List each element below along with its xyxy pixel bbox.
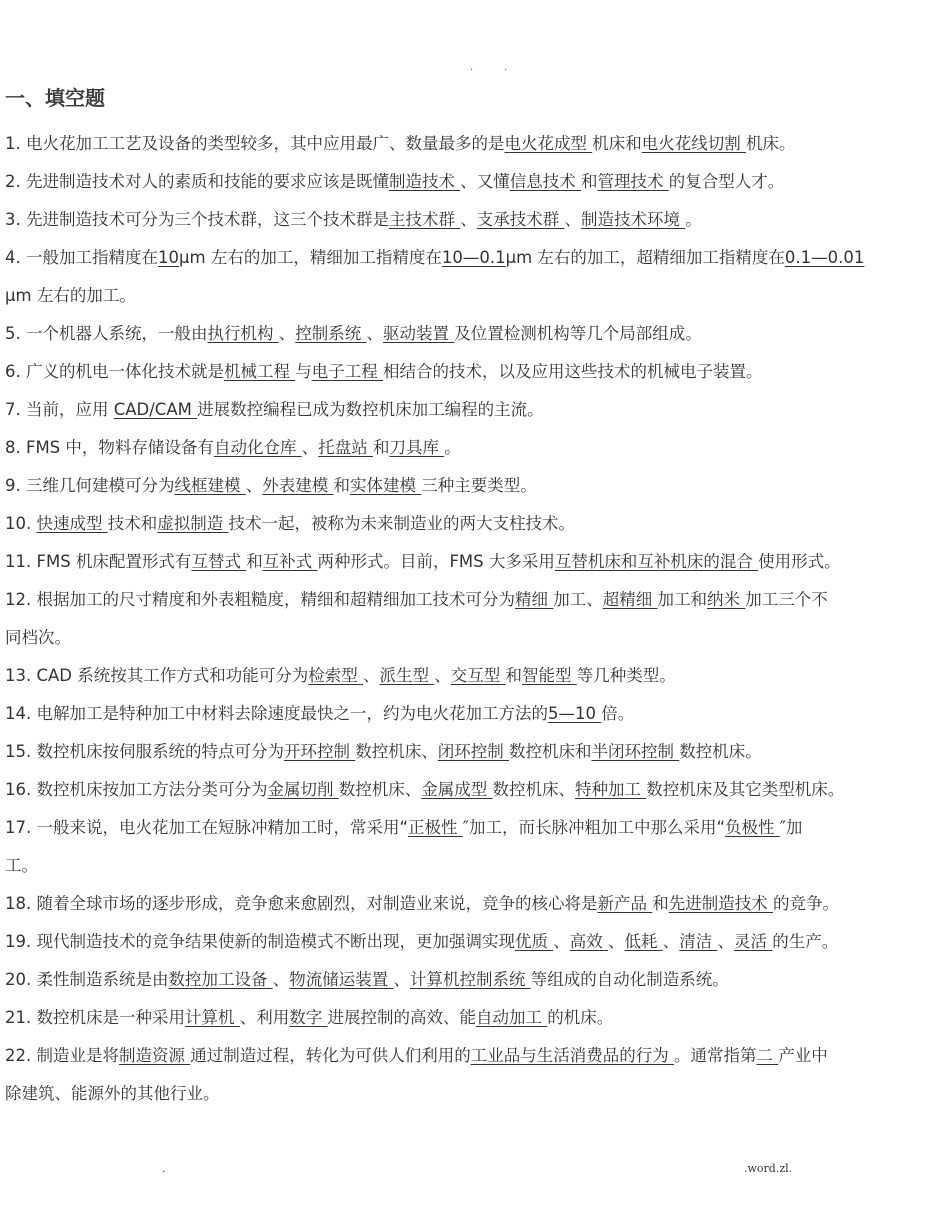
answer-blank: 派生型 [379,666,435,685]
question-line [5,771,947,809]
answer-blank: CAD/CAM [113,400,198,419]
question-text: 。 [685,210,702,229]
question-text: ″加 [779,818,803,837]
question-item [5,961,947,999]
answer-blank: 数控加工设备 [168,970,273,989]
question-text: 12. 根据加工的尺寸精度和外表粗糙度，精细和超精细加工技术可分为 [5,590,515,609]
question-text: 、 [717,932,734,951]
answer-blank: 纳米 [707,590,746,609]
footer-left: . [162,1162,166,1175]
question-item [5,505,947,543]
question-item [5,163,947,201]
question-text: 除建筑、能源外的其他行业。 [5,1084,220,1103]
answer-blank: 闭环控制 [437,742,509,761]
question-text: 通过制造过程，转化为可供人们利用的 [190,1046,471,1065]
question-text: 产业中 [778,1046,828,1065]
question-text: 和 [581,172,598,191]
question-item [5,353,947,391]
question-text: 4. 一般加工指精度在 [5,248,158,267]
answer-blank: 金属切削 [267,780,339,799]
question-line [5,125,947,163]
answer-blank: 物流储运装置 [289,970,394,989]
answer-blank: 交互型 [450,666,506,685]
question-text: 、 [434,666,451,685]
question-text: μm 左右的加工。 [5,286,136,305]
question-text: 、 [278,324,296,343]
answer-blank: 优质 [515,932,554,951]
question-item [5,581,947,657]
question-text: 18. 随着全球市场的逐步形成，竞争愈来愈剧烈，对制造业来说，竞争的核心将是 [5,894,598,913]
answer-blank: 刀具库 [389,438,445,457]
answer-blank: 精细 [515,590,554,609]
header-dots [470,62,538,73]
answer-blank: 执行机构 [207,324,279,343]
question-text: 、 [363,666,380,685]
answer-blank: 制造技术环境 [581,210,686,229]
question-text: ″加工，而长脉冲粗加工中那么采用“ [462,818,726,837]
answer-blank: 自动化仓库 [213,438,302,457]
question-text: 技术和 [107,514,158,533]
question-text: 的机床。 [547,1008,614,1027]
question-item [5,315,947,353]
question-text: 6. 广义的机电一体化技术就是 [5,362,224,381]
question-text: 、利用 [239,1008,290,1027]
answer-blank: 智能型 [522,666,577,685]
answer-blank: 检索型 [308,666,363,685]
question-text: 、 [366,324,383,343]
answer-blank: 计算机控制系统 [410,970,531,989]
question-text: 同档次。 [5,628,71,647]
answer-blank: 支承技术群 [476,210,565,229]
question-line [5,429,947,467]
question-list [5,125,947,1113]
question-line [5,733,947,771]
answer-blank: 制造资源 [119,1046,191,1065]
answer-blank: 工业品与生活消费品的行为 [470,1046,674,1065]
answer-blank: 计算机 [185,1008,240,1027]
question-text: 数控机床和 [509,742,592,761]
question-item [5,543,947,581]
answer-blank: 线框建模 [174,476,246,495]
question-text: 、 [662,932,680,951]
answer-blank: 快速成型 [36,514,108,533]
question-item [5,239,947,315]
question-item [5,733,947,771]
question-text: 与 [295,362,312,381]
question-item [5,125,947,163]
question-text: 工。 [5,856,38,875]
answer-blank: 电火花线切割 [641,134,746,153]
question-text: 相结合的技术，以及应用这些技术的机械电子装置。 [383,362,763,381]
answer-blank: 金属成型 [421,780,493,799]
question-text: 和 [505,666,522,685]
question-text: 两种形式。目前，FMS 大多采用 [317,552,555,571]
answer-blank: 机械工程 [224,362,296,381]
answer-blank: 5—10 [548,704,602,723]
question-text: 5. 一个机器人系统，一般由 [5,324,208,343]
question-item [5,999,947,1037]
question-text: 三种主要类型。 [421,476,537,495]
question-text: μm 左右的加工，超精细加工指精度在 [505,248,785,267]
answer-blank: 制造技术 [389,172,461,191]
question-line [5,581,947,619]
question-text: 及位置检测机构等几个局部组成。 [454,324,702,343]
question-text: 22. 制造业是将 [5,1046,119,1065]
question-text: 数控机床、 [338,780,422,799]
question-line [5,201,947,239]
answer-blank: 高效 [569,932,608,951]
question-item [5,885,947,923]
question-line [5,239,947,277]
question-item [5,391,947,429]
answer-blank: 清洁 [679,932,718,951]
question-text: 1. 电火花加工工艺及设备的类型较多，其中应用最广、数量最多的是 [5,134,505,153]
answer-blank: 10—0.1 [441,248,506,267]
answer-blank: 开环控制 [284,742,356,761]
question-text: 的复合型人才。 [668,172,785,191]
question-text: 9. 三维几何建模可分为 [5,476,175,495]
question-text: 和 [333,476,350,495]
answer-blank: 灵活 [734,932,773,951]
question-line [5,505,947,543]
question-line [5,1075,947,1113]
answer-blank: 负极性 [725,818,780,837]
question-text: 14. 电解加工是特种加工中材料去除速度最快之一，约为电火花加工方法的 [5,704,548,723]
question-line [5,315,947,353]
question-item [5,1037,947,1113]
answer-blank: 低耗 [624,932,663,951]
question-text: 和 [372,438,390,457]
question-text: 数控机床。 [679,742,762,761]
question-text: 进展控制的高效、能 [327,1008,476,1027]
question-item [5,657,947,695]
question-text: 机床。 [746,134,796,153]
answer-blank: 主技术群 [389,210,461,229]
answer-blank: 互替式 [191,552,247,571]
answer-blank: 半闭环控制 [591,742,680,761]
answer-blank: 正极性 [408,818,463,837]
header-dot: . [470,62,474,73]
question-text: 10. [5,514,37,533]
answer-blank: 自动加工 [476,1008,548,1027]
question-item [5,429,947,467]
footer-right: .word.zl. [744,1162,793,1175]
question-line [5,391,947,429]
question-text: 、 [272,970,290,989]
question-line [5,467,947,505]
question-text: 、 [564,210,581,229]
question-text: 15. 数控机床按伺服系统的特点可分为 [5,742,284,761]
question-text: 19. 现代制造技术的竞争结果使新的制造模式不断出现，更加强调实现 [5,932,515,951]
question-text: 数控机床、 [492,780,575,799]
question-line [5,543,947,581]
question-text: 21. 数控机床是一种采用 [5,1008,185,1027]
question-text: 倍。 [601,704,635,723]
question-text: 、 [553,932,570,951]
question-line [5,961,947,999]
answer-blank: 外表建模 [262,476,334,495]
answer-blank: 0.1—0.01 [784,248,865,267]
question-item [5,923,947,961]
question-item [5,809,947,885]
answer-blank: 管理技术 [597,172,669,191]
question-text: 加工、 [553,590,603,609]
answer-blank: 互替机床和互补机床的混合 [554,552,759,571]
question-text: 使用形式。 [758,552,841,571]
section-title: 一、填空题 [5,86,105,110]
question-line [5,885,947,923]
question-text: 和 [246,552,263,571]
question-item [5,695,947,733]
question-item [5,467,947,505]
question-line [5,1037,947,1075]
question-text: 3. 先进制造技术可分为三个技术群，这三个技术群是 [5,210,389,229]
question-text: 、 [301,438,319,457]
question-text: 的竞争。 [773,894,839,913]
question-text: 的生产。 [772,932,839,951]
question-text: 数控机床及其它类型机床。 [646,780,845,799]
question-text: 加工三个不 [745,590,828,609]
answer-blank: 先进制造技术 [668,894,773,913]
question-text: 机床和 [592,134,642,153]
question-line [5,353,947,391]
answer-blank: 数字 [289,1008,328,1027]
question-line [5,619,947,657]
question-text: 。 [444,438,461,457]
question-line [5,847,947,885]
answer-blank: 驱动装置 [383,324,455,343]
question-text: 数控机床、 [355,742,438,761]
question-line [5,657,947,695]
question-text: 11. FMS 机床配置形式有 [5,552,192,571]
question-text: 、 [245,476,263,495]
question-text: 等组成的自动化制造系统。 [530,970,729,989]
question-text: 7. 当前，应用 [5,400,114,419]
answer-blank: 托盘站 [318,438,373,457]
question-text: 17. 一般来说，电火花加工在短脉冲精加工时，常采用“ [5,818,409,837]
question-text: 13. CAD 系统按其工作方式和功能可分为 [5,666,309,685]
answer-blank: 控制系统 [295,324,367,343]
answer-blank: 虚拟制造 [157,514,229,533]
question-item [5,771,947,809]
question-text: 20. 柔性制造系统是由 [5,970,169,989]
question-text: 等几种类型。 [576,666,676,685]
question-text: 技术一起，被称为未来制造业的两大支柱技术。 [228,514,575,533]
answer-blank: 电火花成型 [504,134,593,153]
answer-blank: 实体建模 [350,476,422,495]
question-text: 、 [608,932,625,951]
question-text: 8. FMS 中，物料存储设备有 [5,438,214,457]
answer-blank: 特种加工 [575,780,647,799]
question-text: 、 [460,210,477,229]
answer-blank: 10 [158,248,179,267]
header-dot: . [504,62,508,73]
question-text: 。通常指第 [674,1046,757,1065]
question-line [5,923,947,961]
question-text: 加工和 [657,590,707,609]
question-line [5,999,947,1037]
answer-blank: 信息技术 [509,172,581,191]
answer-blank: 互补式 [262,552,318,571]
question-line [5,163,947,201]
question-text: 、又懂 [460,172,510,191]
answer-blank: 新产品 [597,894,653,913]
question-text: μm 左右的加工，精细加工指精度在 [179,248,442,267]
question-line [5,695,947,733]
answer-blank: 电子工程 [311,362,383,381]
question-text: 2. 先进制造技术对人的素质和技能的要求应该是既懂 [5,172,389,191]
question-text: 16. 数控机床按加工方法分类可分为 [5,780,268,799]
answer-blank: 超精细 [602,590,658,609]
question-line [5,277,947,315]
question-text: 进展数控编程已成为数控机床加工编程的主流。 [197,400,544,419]
question-line [5,809,947,847]
question-item [5,201,947,239]
question-text: 和 [652,894,669,913]
answer-blank: 二 [756,1046,779,1065]
question-text: 、 [393,970,410,989]
